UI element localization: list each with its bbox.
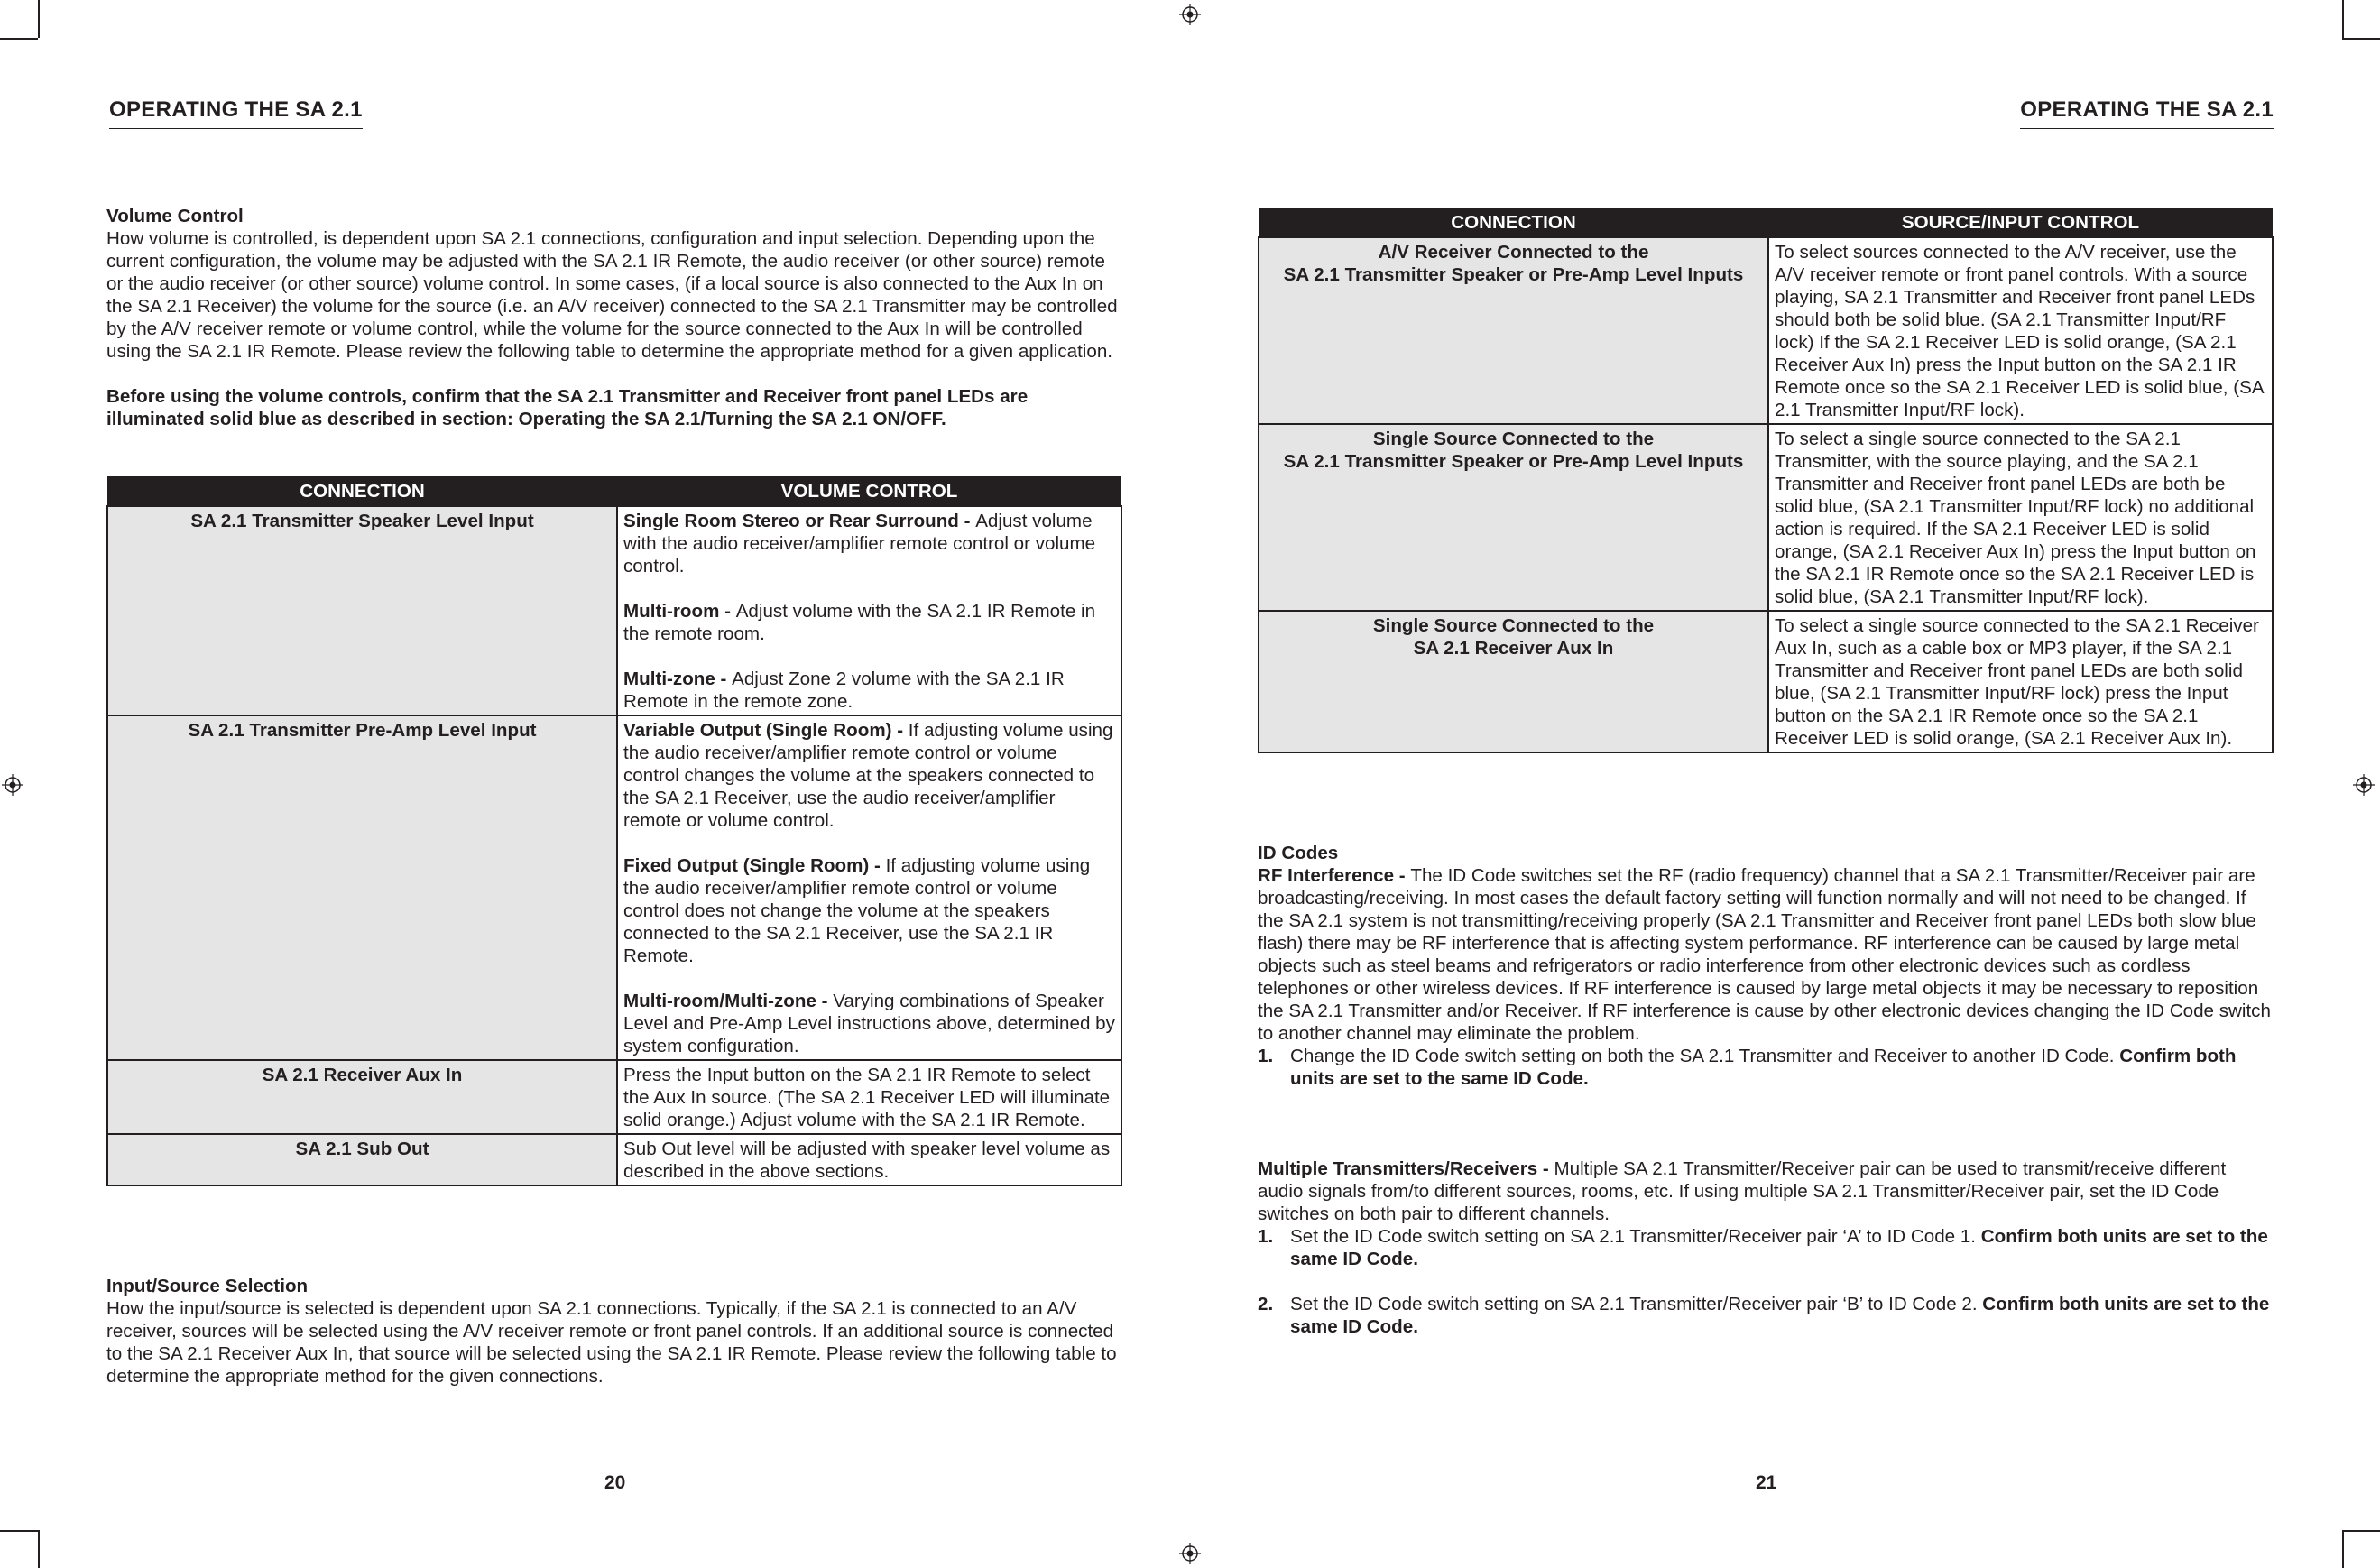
volume-cell — [617, 715, 1121, 1060]
step-emphasis: Confirm both units are set to the same ID Code. — [1290, 1046, 2237, 1089]
page-header: OPERATING THE SA 2.1 — [2020, 97, 2274, 129]
crop-mark — [2342, 0, 2344, 38]
source-control-cell: To select a single source connected to the SA 2.1 Receiver Aux In, such as a cable box or MP3 player, if the SA 2.1 Transmitter and Receiver front panel LEDs are both solid blue, (SA 2.1 Transmitter Input/RF lock) press the Input button on the SA 2.1 IR Remote once so the SA 2.1 Receiver LED is solid orange, (SA 2.1 Receiver Aux In). — [1768, 611, 2273, 752]
list-item — [1258, 1045, 2274, 1090]
step-text: Set the ID Code switch setting on SA 2.1 Transmitter/Receiver pair ‘A’ to ID Code 1. — [1290, 1226, 1981, 1247]
connection-cell — [1259, 237, 1768, 424]
step-text: Set the ID Code switch setting on SA 2.1 Transmitter/Receiver pair ‘B’ to ID Code 2. — [1290, 1294, 1983, 1314]
multiple-transmitters-section — [1258, 1158, 2274, 1338]
table-header-volume-control: VOLUME CONTROL — [617, 476, 1121, 506]
registration-mark-icon — [1179, 1543, 1201, 1564]
step-text: Change the ID Code switch setting on both the SA 2.1 Transmitter and Receiver to another ID Code. — [1290, 1046, 2120, 1066]
item-text: Varying combinations of Speaker Level and Pre-Amp Level instructions above, determined by system configuration. — [623, 991, 1115, 1056]
rf-label: RF Interference - — [1258, 865, 1411, 886]
section-body: How volume is controlled, is dependent upon SA 2.1 connections, configuration and input selection. Depending upon the current configuration, the volume may be adjusted with the SA 2.1 IR Remote, the audio receiver (or other source) remote or the audio receiver (or other source) volume control. In some cases, (if a local source is also connected to the Aux In on the SA 2.1 Receiver) the volume for the source (i.e. an A/V receiver) connected to the SA 2.1 Transmitter may be controlled by the A/V receiver remote or volume control, while the volume for the source connected to the Aux In will be controlled using the SA 2.1 IR Remote. Please review the following table to determine the appropriate method for a given application. — [106, 228, 1118, 362]
item-label: Single Room Stereo or Rear Surround - — [623, 511, 976, 531]
step-number: 1. — [1258, 1046, 1274, 1066]
table-header-source-input-control: SOURCE/INPUT CONTROL — [1768, 208, 2273, 237]
section-body: How the input/source is selected is dependent upon SA 2.1 connections. Typically, if the SA 2.1 is connected to an A/V receiver, sources will be selected using the A/V receiver remote or front panel controls. If an additional source is connected to the SA 2.1 Receiver Aux In, that source will be selected using the SA 2.1 IR Remote. Please review the following table to determine the appropriate method for the given connections. — [106, 1298, 1117, 1387]
connection-cell — [1259, 424, 1768, 611]
volume-cell — [617, 506, 1121, 715]
section-heading: Input/Source Selection — [106, 1276, 309, 1296]
connection-line: Single Source Connected to the — [1372, 615, 1655, 636]
connection-line: SA 2.1 Receiver Aux In — [1413, 638, 1614, 659]
volume-cell: Press the Input button on the SA 2.1 IR Remote to select the Aux In source. (The SA 2.1 Receiver LED will illuminate solid orange.) Adjust volume with the SA 2.1 IR Remote. — [617, 1060, 1121, 1134]
volume-cell: Sub Out level will be adjusted with speaker level volume as described in the above sections. — [617, 1134, 1121, 1185]
connection-line: SA 2.1 Transmitter Speaker or Pre-Amp Level Inputs — [1283, 451, 1744, 472]
source-control-cell: To select a single source connected to the SA 2.1 Transmitter, with the source playing, and the SA 2.1 Transmitter and Receiver front panel LEDs are both be solid blue, (SA 2.1 Transmitter Input/RF lock) no additional action is required. If the SA 2.1 Receiver LED is solid orange, (SA 2.1 Receiver Aux In) press the Input button on the SA 2.1 IR Remote once so the SA 2.1 Receiver LED is solid blue, (SA 2.1 Transmitter Input/RF lock). — [1768, 424, 2273, 611]
connection-cell: SA 2.1 Receiver Aux In — [107, 1060, 617, 1134]
connection-cell — [1259, 611, 1768, 752]
source-input-table — [1258, 208, 2274, 753]
registration-mark-icon — [2353, 774, 2375, 796]
page-number: 21 — [1756, 1472, 1777, 1493]
crop-mark — [0, 1530, 38, 1532]
step-number: 2. — [1258, 1294, 1274, 1314]
table-row — [1259, 611, 2273, 752]
item-label: Fixed Output (Single Room) - — [623, 855, 886, 876]
multi-label: Multiple Transmitters/Receivers - — [1258, 1158, 1554, 1179]
table-row — [107, 1060, 1121, 1134]
registration-mark-icon — [2, 774, 23, 796]
table-header-connection: CONNECTION — [107, 476, 617, 506]
section-note: Before using the volume controls, confirm that the SA 2.1 Transmitter and Receiver front panel LEDs are illuminated solid blue as described in section: Operating the SA 2.1/Turning the SA 2.1 ON/OFF. — [106, 386, 1029, 429]
crop-mark — [38, 1530, 40, 1568]
table-header-connection: CONNECTION — [1259, 208, 1768, 237]
crop-mark — [2342, 1530, 2380, 1532]
page-21 — [1258, 0, 2274, 1568]
crop-mark — [0, 38, 38, 40]
section-heading: Volume Control — [106, 206, 244, 226]
connection-line: Single Source Connected to the — [1372, 429, 1655, 449]
source-control-cell: To select sources connected to the A/V receiver, use the A/V receiver remote or front panel controls. With a source playing, SA 2.1 Transmitter and Receiver front panel LEDs should both be solid blue. (SA 2.1 Transmitter Input/RF lock) If the SA 2.1 Receiver LED is solid orange, (SA 2.1 Receiver Aux In) press the Input button on the SA 2.1 IR Remote once so the SA 2.1 Receiver LED is solid blue, (SA 2.1 Transmitter Input/RF lock). — [1768, 237, 2273, 424]
rf-steps-list — [1258, 1045, 2274, 1090]
rf-body: The ID Code switches set the RF (radio frequency) channel that a SA 2.1 Transmitter/Receiver pair are broadcasting/receiving. In most cases the default factory setting will function normally and will not need to be changed. If the SA 2.1 system is not transmitting/receiving properly (SA 2.1 Transmitter and Receiver front panel LEDs both slow blue flash) there may be RF interference that is affecting system performance. RF interference can be caused by large metal objects such as steel beams and refrigerators or radio interference from other electronic devices such as cordless telephones or other wireless devices. If RF interference is caused by large metal objects it may be necessary to reposition the SA 2.1 Transmitter and/or Receiver. If RF interference is cause by other electronic devices changing the ID Code switch to another channel may eliminate the problem. — [1258, 865, 2271, 1044]
item-text: Adjust volume with the audio receiver/amplifier remote control or volume control. — [623, 511, 1096, 576]
item-label: Variable Output (Single Room) - — [623, 720, 909, 741]
volume-control-table — [106, 476, 1122, 1186]
table-row — [1259, 237, 2273, 424]
crop-mark — [2342, 38, 2380, 40]
connection-line: SA 2.1 Transmitter Speaker or Pre-Amp Level Inputs — [1283, 264, 1744, 285]
input-source-section — [106, 1275, 1122, 1388]
table-row — [107, 1134, 1121, 1185]
list-item — [1258, 1225, 2274, 1270]
registration-mark-icon — [1179, 4, 1201, 25]
list-item — [1258, 1293, 2274, 1338]
table-row — [107, 506, 1121, 715]
item-text: If adjusting volume using the audio receiver/amplifier remote control or volume control does not change the volume at the speakers connected to the SA 2.1 Receiver, use the SA 2.1 IR Remote. — [623, 855, 1091, 966]
connection-line: A/V Receiver Connected to the — [1378, 242, 1649, 263]
item-text: Adjust volume with the SA 2.1 IR Remote in the remote room. — [623, 601, 1096, 644]
rf-interference-text — [1258, 864, 2274, 1045]
item-text: If adjusting volume using the audio receiver/amplifier remote control or volume control changes the volume at the speakers connected to the SA 2.1 Receiver, use the audio receiver/amplifier remote or volume control. — [623, 720, 1113, 831]
id-codes-section — [1258, 842, 2274, 1090]
page-number: 20 — [604, 1472, 626, 1493]
item-text: Adjust Zone 2 volume with the SA 2.1 IR Remote in the remote zone. — [623, 669, 1065, 712]
step-number: 1. — [1258, 1226, 1274, 1247]
step-emphasis: Confirm both units are set to the same ID Code. — [1290, 1294, 2270, 1337]
item-label: Multi-room - — [623, 601, 736, 622]
step-emphasis: Confirm both units are set to the same ID Code. — [1290, 1226, 2268, 1269]
volume-control-section — [106, 205, 1122, 430]
connection-cell: SA 2.1 Sub Out — [107, 1134, 617, 1185]
multi-body: Multiple SA 2.1 Transmitter/Receiver pair can be used to transmit/receive different audio signals from/to different sources, rooms, etc. If using multiple SA 2.1 Transmitter/Receiver pair, set the ID Code switches on both pair to different channels. — [1258, 1158, 2227, 1224]
list-spacer — [1258, 1270, 2274, 1293]
table-row — [1259, 424, 2273, 611]
multi-text — [1258, 1158, 2274, 1225]
section-heading: ID Codes — [1258, 843, 1339, 863]
item-label: Multi-zone - — [623, 669, 733, 689]
crop-mark — [38, 0, 40, 38]
page-header: OPERATING THE SA 2.1 — [109, 97, 363, 129]
page-20 — [106, 0, 1122, 1568]
multi-steps-list — [1258, 1225, 2274, 1338]
connection-cell: SA 2.1 Transmitter Speaker Level Input — [107, 506, 617, 715]
crop-mark — [2342, 1530, 2344, 1568]
connection-cell: SA 2.1 Transmitter Pre-Amp Level Input — [107, 715, 617, 1060]
table-row — [107, 715, 1121, 1060]
item-label: Multi-room/Multi-zone - — [623, 991, 834, 1011]
